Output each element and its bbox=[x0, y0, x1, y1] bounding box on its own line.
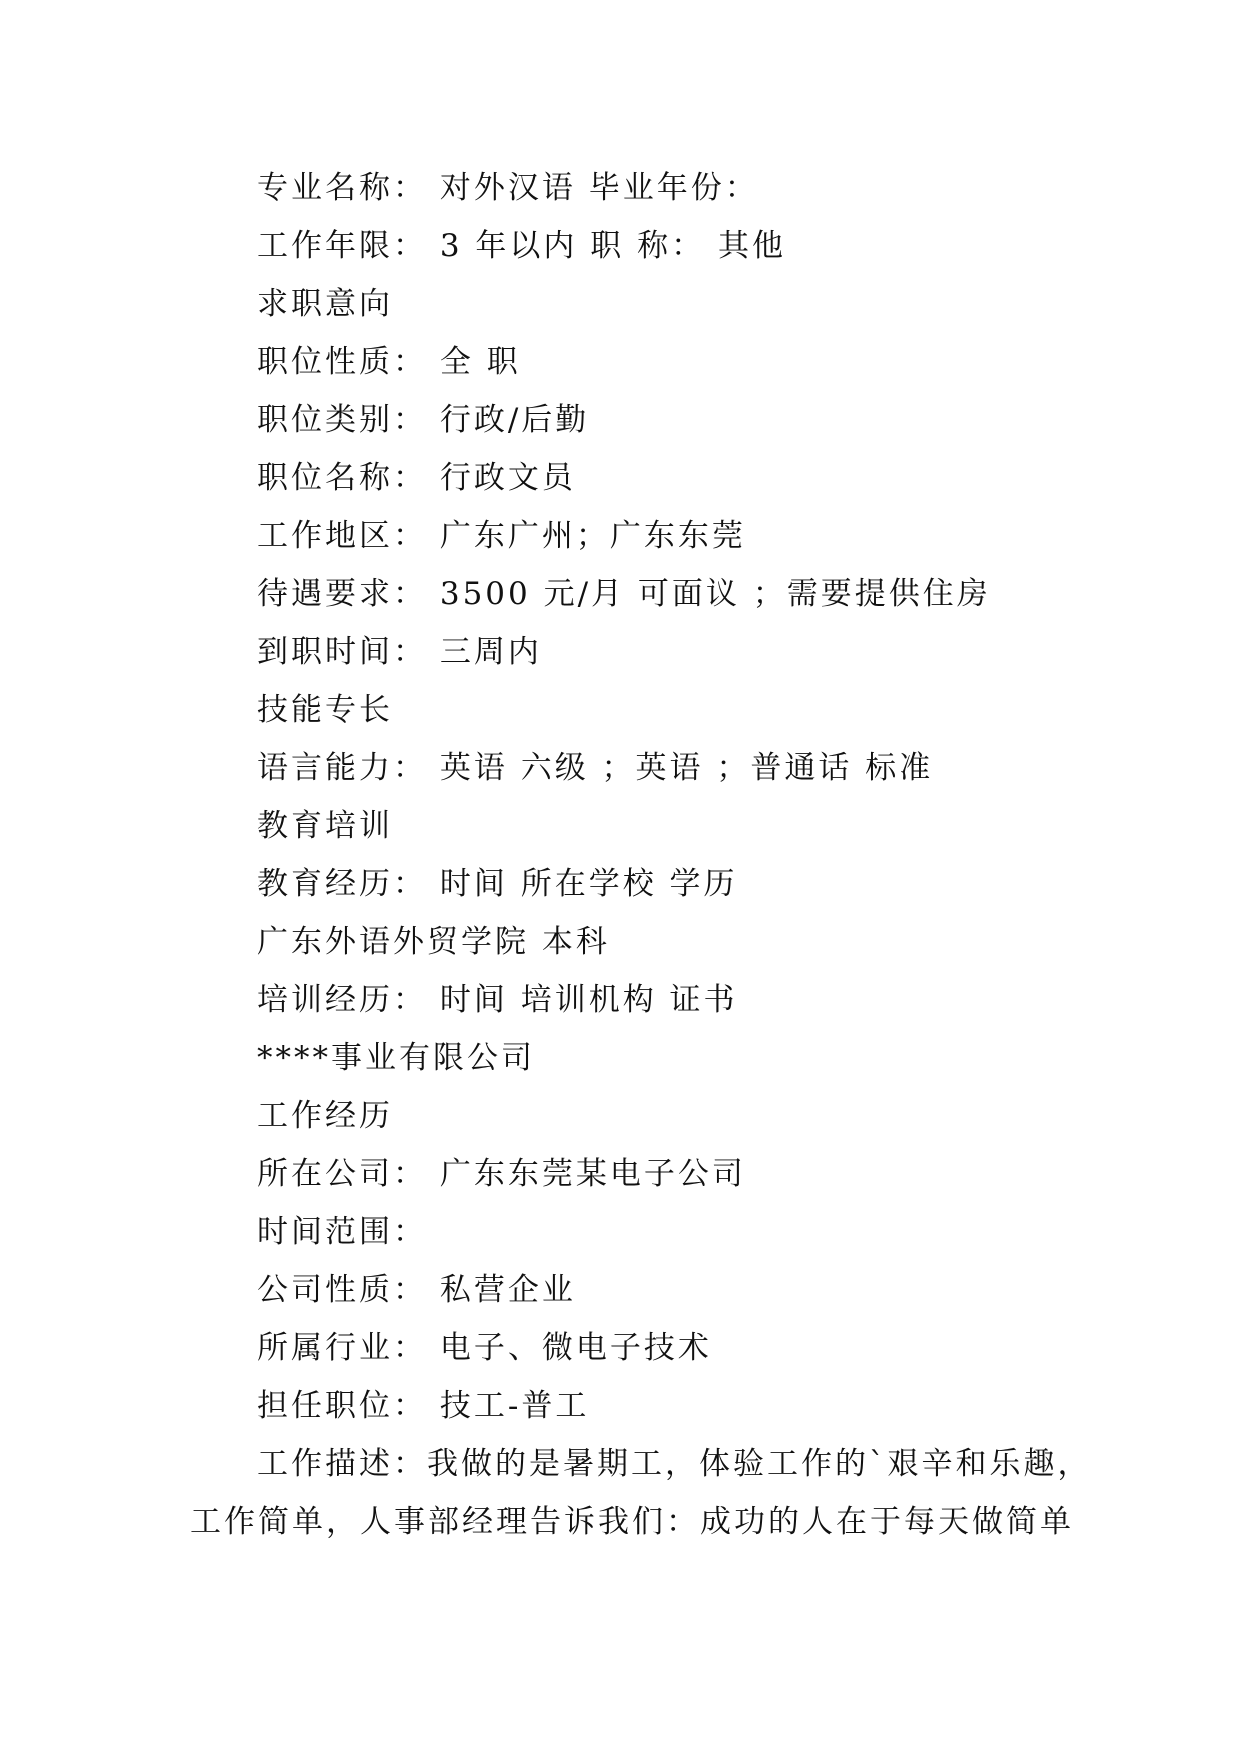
start-time-line: 到职时间： 三周内 bbox=[257, 634, 542, 670]
section-heading-work-experience: 工作经历 bbox=[257, 1098, 393, 1134]
salary-line: 待遇要求： 3500 元/月 可面议 ；需要提供住房 bbox=[257, 576, 991, 612]
job-title-line: 职位名称： 行政文员 bbox=[257, 460, 576, 496]
work-area-line: 工作地区： 广东广州；广东东莞 bbox=[257, 518, 746, 554]
work-description-line: 工作描述：我做的是暑期工，体验工作的`艰辛和乐趣， bbox=[257, 1446, 1092, 1482]
company-type-line: 公司性质： 私营企业 bbox=[257, 1272, 576, 1308]
education-entry-line: 广东外语外贸学院 本科 bbox=[257, 924, 610, 960]
section-heading-job-intention: 求职意向 bbox=[257, 286, 393, 322]
industry-line: 所属行业： 电子、微电子技术 bbox=[257, 1330, 712, 1366]
work-description-continued-line: 工作简单，人事部经理告诉我们：成功的人在于每天做简单 bbox=[190, 1504, 1074, 1540]
major-line: 专业名称： 对外汉语 毕业年份： bbox=[257, 170, 759, 206]
section-heading-skills: 技能专长 bbox=[257, 692, 393, 728]
language-ability-line: 语言能力： 英语 六级 ；英语 ；普通话 标准 bbox=[257, 750, 934, 786]
job-nature-line: 职位性质： 全 职 bbox=[257, 344, 521, 380]
company-line: 所在公司： 广东东莞某电子公司 bbox=[257, 1156, 746, 1192]
job-category-line: 职位类别： 行政/后勤 bbox=[257, 402, 590, 438]
training-entry-line: ****事业有限公司 bbox=[257, 1040, 535, 1076]
education-header-line: 教育经历： 时间 所在学校 学历 bbox=[257, 866, 738, 902]
position-held-line: 担任职位： 技工-普工 bbox=[257, 1388, 590, 1424]
work-years-line: 工作年限： 3 年以内 职 称： 其他 bbox=[257, 228, 786, 264]
training-header-line: 培训经历： 时间 培训机构 证书 bbox=[257, 982, 738, 1018]
section-heading-education: 教育培训 bbox=[257, 808, 393, 844]
time-range-line: 时间范围： bbox=[257, 1214, 427, 1250]
